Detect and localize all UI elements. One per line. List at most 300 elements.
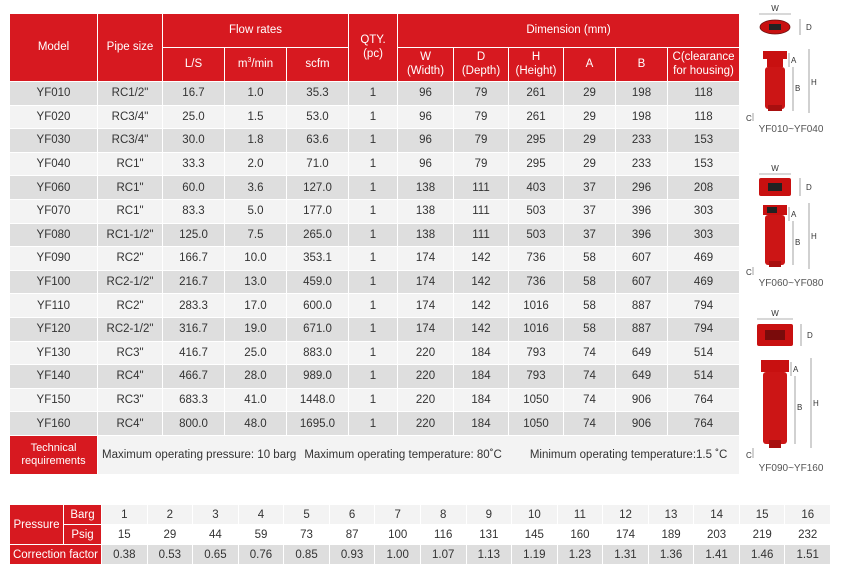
cell-dim-d: 79 [454, 82, 509, 106]
tech-label-line1: Technical [30, 441, 77, 454]
cell-dim-d: 79 [454, 129, 509, 153]
cell-dim-a: 74 [564, 388, 616, 412]
barg-value: 1 [102, 505, 148, 525]
cell-dim-c: 118 [668, 105, 740, 129]
tech-max-pressure: Maximum operating pressure: 10 barg [102, 448, 297, 461]
psig-label: Psig [64, 525, 102, 545]
cell-dim-c: 514 [668, 341, 740, 365]
cell-model: YF080 [10, 223, 98, 247]
cell-dim-w: 174 [398, 270, 454, 294]
psig-value: 44 [193, 525, 239, 545]
cell-pipe-size: RC3/4" [98, 105, 163, 129]
tech-min-temp: Minimum operating temperature:1.5 ˚C [529, 448, 728, 461]
cell-flow-scfm: 671.0 [287, 317, 349, 341]
barg-value: 10 [512, 505, 558, 525]
cell-dim-c: 153 [668, 129, 740, 153]
cell-dim-w: 96 [398, 152, 454, 176]
cell-dim-h: 1050 [509, 412, 564, 436]
cell-flow-m3min: 10.0 [225, 247, 287, 271]
cell-dim-b: 887 [616, 294, 668, 318]
psig-value: 59 [238, 525, 284, 545]
cell-flow-m3min: 25.0 [225, 341, 287, 365]
barg-value: 9 [466, 505, 512, 525]
header-d [454, 48, 509, 82]
header-qty-unit: (pc) [363, 47, 383, 60]
cell-dim-c: 469 [668, 270, 740, 294]
cell-model: YF140 [10, 365, 98, 389]
cell-flow-ls: 16.7 [163, 82, 225, 106]
cell-pipe-size: RC1/2" [98, 82, 163, 106]
cell-dim-h: 261 [509, 82, 564, 106]
cell-dim-a: 74 [564, 341, 616, 365]
cell-flow-ls: 30.0 [163, 129, 225, 153]
table-row [10, 199, 740, 223]
cell-dim-c: 303 [668, 223, 740, 247]
dim-b-label: B [795, 238, 801, 247]
cell-flow-m3min: 41.0 [225, 388, 287, 412]
header-scfm: scfm [287, 48, 349, 82]
cell-flow-m3min: 13.0 [225, 270, 287, 294]
factor-value: 0.85 [284, 545, 330, 565]
cell-flow-m3min: 28.0 [225, 365, 287, 389]
cell-pipe-size: RC1" [98, 176, 163, 200]
cell-dim-b: 649 [616, 365, 668, 389]
cell-dim-a: 37 [564, 176, 616, 200]
cell-flow-ls: 166.7 [163, 247, 225, 271]
cell-dim-c: 794 [668, 294, 740, 318]
cell-dim-h: 736 [509, 270, 564, 294]
cell-qty: 1 [349, 388, 398, 412]
cell-dim-a: 29 [564, 105, 616, 129]
cell-dim-w: 174 [398, 247, 454, 271]
cell-flow-scfm: 265.0 [287, 223, 349, 247]
cell-dim-a: 29 [564, 129, 616, 153]
dim-d-label: D [806, 23, 812, 32]
header-model: Model [10, 14, 98, 82]
cell-model: YF070 [10, 199, 98, 223]
cell-qty: 1 [349, 105, 398, 129]
cell-dim-b: 607 [616, 270, 668, 294]
cell-dim-h: 295 [509, 152, 564, 176]
factor-value: 0.38 [102, 545, 148, 565]
cell-qty: 1 [349, 176, 398, 200]
diagram-caption: YF010~YF040 [758, 124, 824, 135]
spec-table-body [10, 82, 740, 475]
cell-pipe-size: RC2" [98, 247, 163, 271]
cell-dim-b: 198 [616, 82, 668, 106]
cell-dim-h: 1050 [509, 388, 564, 412]
correction-factor-row [10, 545, 831, 565]
psig-value: 174 [603, 525, 649, 545]
technical-requirements-row [10, 435, 740, 474]
cell-dim-b: 887 [616, 317, 668, 341]
cell-dim-a: 37 [564, 223, 616, 247]
table-row [10, 365, 740, 389]
cell-dim-d: 111 [454, 223, 509, 247]
psig-value: 219 [739, 525, 785, 545]
cell-flow-ls: 800.0 [163, 412, 225, 436]
table-row [10, 341, 740, 365]
header-m3min-tail: /min [251, 58, 274, 71]
cell-pipe-size: RC2-1/2" [98, 317, 163, 341]
cell-dim-b: 906 [616, 412, 668, 436]
cell-dim-b: 906 [616, 388, 668, 412]
filter-housing-large-drawing [745, 310, 837, 462]
cell-dim-c: 764 [668, 412, 740, 436]
barg-value: 6 [329, 505, 375, 525]
cell-dim-h: 793 [509, 341, 564, 365]
technical-requirements-text [98, 435, 740, 474]
cell-flow-ls: 60.0 [163, 176, 225, 200]
barg-value: 14 [694, 505, 740, 525]
factor-value: 1.46 [739, 545, 785, 565]
cell-pipe-size: RC1" [98, 152, 163, 176]
table-row [10, 270, 740, 294]
dim-d-label: D [806, 183, 812, 192]
dim-c-label: C [746, 268, 752, 277]
header-w-sub: (Width) [406, 64, 445, 77]
cell-qty: 1 [349, 270, 398, 294]
cell-dim-b: 198 [616, 105, 668, 129]
factor-value: 1.31 [603, 545, 649, 565]
cell-flow-scfm: 53.0 [287, 105, 349, 129]
cell-dim-b: 233 [616, 129, 668, 153]
cell-model: YF030 [10, 129, 98, 153]
cell-dim-w: 138 [398, 176, 454, 200]
cell-dim-w: 138 [398, 223, 454, 247]
diagram-caption: YF060~YF080 [758, 278, 824, 289]
dim-w-label: W [771, 165, 779, 173]
cell-qty: 1 [349, 341, 398, 365]
table-row [10, 152, 740, 176]
psig-value: 232 [785, 525, 831, 545]
psig-value: 160 [557, 525, 603, 545]
cell-dim-a: 74 [564, 365, 616, 389]
cell-model: YF160 [10, 412, 98, 436]
filter-housing-small-drawing [745, 5, 837, 123]
cell-dim-w: 220 [398, 341, 454, 365]
table-row [10, 129, 740, 153]
cell-flow-scfm: 353.1 [287, 247, 349, 271]
cell-model: YF130 [10, 341, 98, 365]
cell-dim-w: 138 [398, 199, 454, 223]
cell-dim-b: 607 [616, 247, 668, 271]
cell-flow-ls: 316.7 [163, 317, 225, 341]
cell-dim-w: 96 [398, 82, 454, 106]
cell-model: YF090 [10, 247, 98, 271]
header-w [398, 48, 454, 82]
factor-value: 1.13 [466, 545, 512, 565]
factor-value: 1.07 [420, 545, 466, 565]
cell-dim-h: 261 [509, 105, 564, 129]
cell-dim-h: 1016 [509, 294, 564, 318]
psig-value: 189 [648, 525, 694, 545]
cell-dim-c: 514 [668, 365, 740, 389]
cell-qty: 1 [349, 82, 398, 106]
dim-a-label: A [791, 56, 797, 65]
psig-value: 203 [694, 525, 740, 545]
dim-a-label: A [791, 210, 797, 219]
cell-flow-m3min: 1.0 [225, 82, 287, 106]
dim-h-label: H [813, 399, 819, 408]
barg-row [10, 505, 831, 525]
cell-dim-d: 142 [454, 247, 509, 271]
header-ls: L/S [163, 48, 225, 82]
table-row [10, 317, 740, 341]
barg-value: 2 [147, 505, 193, 525]
cell-dim-a: 58 [564, 317, 616, 341]
dim-d-label: D [807, 331, 813, 340]
cell-flow-scfm: 459.0 [287, 270, 349, 294]
cell-pipe-size: RC3" [98, 388, 163, 412]
diagram-caption: YF090~YF160 [758, 463, 824, 474]
cell-model: YF150 [10, 388, 98, 412]
cell-flow-scfm: 989.0 [287, 365, 349, 389]
table-row [10, 247, 740, 271]
cell-dim-w: 174 [398, 317, 454, 341]
tech-label-line2: requirements [21, 454, 86, 467]
cell-dim-d: 184 [454, 341, 509, 365]
technical-requirements-label [10, 435, 98, 474]
cell-flow-scfm: 1448.0 [287, 388, 349, 412]
cell-dim-a: 58 [564, 247, 616, 271]
cell-dim-h: 793 [509, 365, 564, 389]
cell-dim-d: 79 [454, 105, 509, 129]
cell-dim-d: 111 [454, 176, 509, 200]
table-row [10, 82, 740, 106]
cell-flow-scfm: 1695.0 [287, 412, 349, 436]
cell-dim-a: 29 [564, 152, 616, 176]
cell-flow-ls: 283.3 [163, 294, 225, 318]
dim-c-label: C [746, 114, 752, 123]
cell-model: YF040 [10, 152, 98, 176]
psig-value: 73 [284, 525, 330, 545]
cell-dim-w: 174 [398, 294, 454, 318]
header-w-label: W [420, 51, 431, 64]
cell-flow-m3min: 1.8 [225, 129, 287, 153]
cell-dim-d: 111 [454, 199, 509, 223]
cell-dim-b: 233 [616, 152, 668, 176]
barg-value: 11 [557, 505, 603, 525]
cell-flow-scfm: 600.0 [287, 294, 349, 318]
factor-value: 0.76 [238, 545, 284, 565]
cell-qty: 1 [349, 129, 398, 153]
psig-value: 131 [466, 525, 512, 545]
cell-dim-d: 142 [454, 270, 509, 294]
barg-value: 8 [420, 505, 466, 525]
cell-dim-d: 184 [454, 365, 509, 389]
cell-pipe-size: RC3/4" [98, 129, 163, 153]
header-m3min [225, 48, 287, 82]
cell-dim-a: 37 [564, 199, 616, 223]
cell-dim-h: 1016 [509, 317, 564, 341]
cell-dim-d: 142 [454, 294, 509, 318]
factor-value: 1.23 [557, 545, 603, 565]
cell-dim-d: 184 [454, 412, 509, 436]
cell-dim-a: 29 [564, 82, 616, 106]
psig-value: 116 [420, 525, 466, 545]
cell-dim-a: 58 [564, 270, 616, 294]
header-flow-rates: Flow rates [163, 14, 349, 48]
header-h [509, 48, 564, 82]
dim-b-label: B [795, 84, 801, 93]
cell-pipe-size: RC2" [98, 294, 163, 318]
cell-qty: 1 [349, 294, 398, 318]
diagram-yf010-yf040 [745, 5, 837, 135]
pressure-label: Pressure [10, 505, 64, 545]
barg-value: 4 [238, 505, 284, 525]
cell-dim-b: 396 [616, 199, 668, 223]
table-row [10, 105, 740, 129]
cell-dim-c: 303 [668, 199, 740, 223]
cell-dim-c: 153 [668, 152, 740, 176]
header-c [668, 48, 740, 82]
header-b: B [616, 48, 668, 82]
factor-value: 0.93 [329, 545, 375, 565]
barg-value: 5 [284, 505, 330, 525]
header-dimension: Dimension (mm) [398, 14, 740, 48]
cell-qty: 1 [349, 412, 398, 436]
cell-dim-b: 396 [616, 223, 668, 247]
diagram-yf060-yf080 [745, 165, 837, 289]
header-d-label: D [476, 51, 486, 64]
table-row [10, 294, 740, 318]
cell-dim-w: 220 [398, 388, 454, 412]
dim-c-label: C [746, 451, 752, 460]
cell-dim-b: 649 [616, 341, 668, 365]
diagram-yf090-yf160 [745, 310, 837, 474]
factor-value: 0.53 [147, 545, 193, 565]
barg-value: 16 [785, 505, 831, 525]
barg-value: 3 [193, 505, 239, 525]
cell-flow-m3min: 1.5 [225, 105, 287, 129]
factor-value: 1.41 [694, 545, 740, 565]
cell-model: YF010 [10, 82, 98, 106]
barg-value: 7 [375, 505, 421, 525]
table-row [10, 412, 740, 436]
cell-flow-scfm: 177.0 [287, 199, 349, 223]
header-m3min-base: m [237, 58, 248, 71]
cell-dim-c: 118 [668, 82, 740, 106]
factor-value: 1.51 [785, 545, 831, 565]
cell-dim-c: 764 [668, 388, 740, 412]
cell-dim-w: 96 [398, 129, 454, 153]
barg-label: Barg [64, 505, 102, 525]
cell-pipe-size: RC2-1/2" [98, 270, 163, 294]
pressure-table-body [10, 505, 831, 565]
header-pipe-size: Pipe size [98, 14, 163, 82]
cell-flow-ls: 216.7 [163, 270, 225, 294]
cell-qty: 1 [349, 199, 398, 223]
cell-dim-h: 503 [509, 199, 564, 223]
cell-flow-ls: 125.0 [163, 223, 225, 247]
header-m3min-sup: 3 [247, 57, 252, 65]
filter-spec-table [9, 13, 740, 475]
cell-flow-scfm: 71.0 [287, 152, 349, 176]
cell-pipe-size: RC1" [98, 199, 163, 223]
cell-model: YF110 [10, 294, 98, 318]
cell-dim-b: 296 [616, 176, 668, 200]
barg-value: 15 [739, 505, 785, 525]
table-row [10, 176, 740, 200]
cell-pipe-size: RC4" [98, 365, 163, 389]
cell-pipe-size: RC4" [98, 412, 163, 436]
cell-model: YF020 [10, 105, 98, 129]
header-c-sub: for housing) [673, 64, 734, 77]
psig-row [10, 525, 831, 545]
dim-h-label: H [811, 78, 817, 87]
cell-dim-d: 79 [454, 152, 509, 176]
cell-flow-scfm: 127.0 [287, 176, 349, 200]
cell-dim-h: 503 [509, 223, 564, 247]
psig-value: 145 [512, 525, 558, 545]
cell-qty: 1 [349, 152, 398, 176]
header-qty [349, 14, 398, 82]
factor-value: 0.65 [193, 545, 239, 565]
cell-dim-h: 403 [509, 176, 564, 200]
cell-flow-m3min: 3.6 [225, 176, 287, 200]
header-d-sub: (Depth) [461, 64, 501, 77]
psig-value: 15 [102, 525, 148, 545]
cell-flow-ls: 33.3 [163, 152, 225, 176]
cell-dim-w: 220 [398, 365, 454, 389]
table-row [10, 388, 740, 412]
table-row [10, 223, 740, 247]
cell-flow-scfm: 63.6 [287, 129, 349, 153]
cell-flow-m3min: 5.0 [225, 199, 287, 223]
factor-value: 1.36 [648, 545, 694, 565]
cell-flow-m3min: 2.0 [225, 152, 287, 176]
cell-flow-scfm: 35.3 [287, 82, 349, 106]
cell-dim-h: 295 [509, 129, 564, 153]
cell-dim-w: 96 [398, 105, 454, 129]
barg-value: 13 [648, 505, 694, 525]
cell-flow-ls: 25.0 [163, 105, 225, 129]
pressure-correction-table [9, 504, 831, 565]
psig-value: 29 [147, 525, 193, 545]
header-c-label: C(clearance [672, 51, 735, 64]
cell-dim-a: 74 [564, 412, 616, 436]
cell-qty: 1 [349, 223, 398, 247]
dim-w-label: W [771, 5, 779, 13]
cell-flow-ls: 466.7 [163, 365, 225, 389]
dim-b-label: B [797, 403, 803, 412]
cell-qty: 1 [349, 247, 398, 271]
cell-flow-m3min: 7.5 [225, 223, 287, 247]
cell-dim-a: 58 [564, 294, 616, 318]
cell-dim-c: 794 [668, 317, 740, 341]
cell-model: YF100 [10, 270, 98, 294]
header-a: A [564, 48, 616, 82]
cell-dim-d: 142 [454, 317, 509, 341]
cell-flow-m3min: 19.0 [225, 317, 287, 341]
filter-housing-medium-drawing [745, 165, 837, 277]
cell-pipe-size: RC1-1/2" [98, 223, 163, 247]
cell-flow-ls: 83.3 [163, 199, 225, 223]
psig-value: 87 [329, 525, 375, 545]
factor-value: 1.00 [375, 545, 421, 565]
header-h-sub: (Height) [515, 64, 557, 77]
cell-qty: 1 [349, 317, 398, 341]
header-h-label: H [531, 51, 541, 64]
cell-dim-d: 184 [454, 388, 509, 412]
cell-dim-h: 736 [509, 247, 564, 271]
cell-pipe-size: RC3" [98, 341, 163, 365]
cell-flow-m3min: 48.0 [225, 412, 287, 436]
cell-model: YF120 [10, 317, 98, 341]
header-qty-label: QTY. [360, 34, 386, 47]
cell-dim-c: 469 [668, 247, 740, 271]
